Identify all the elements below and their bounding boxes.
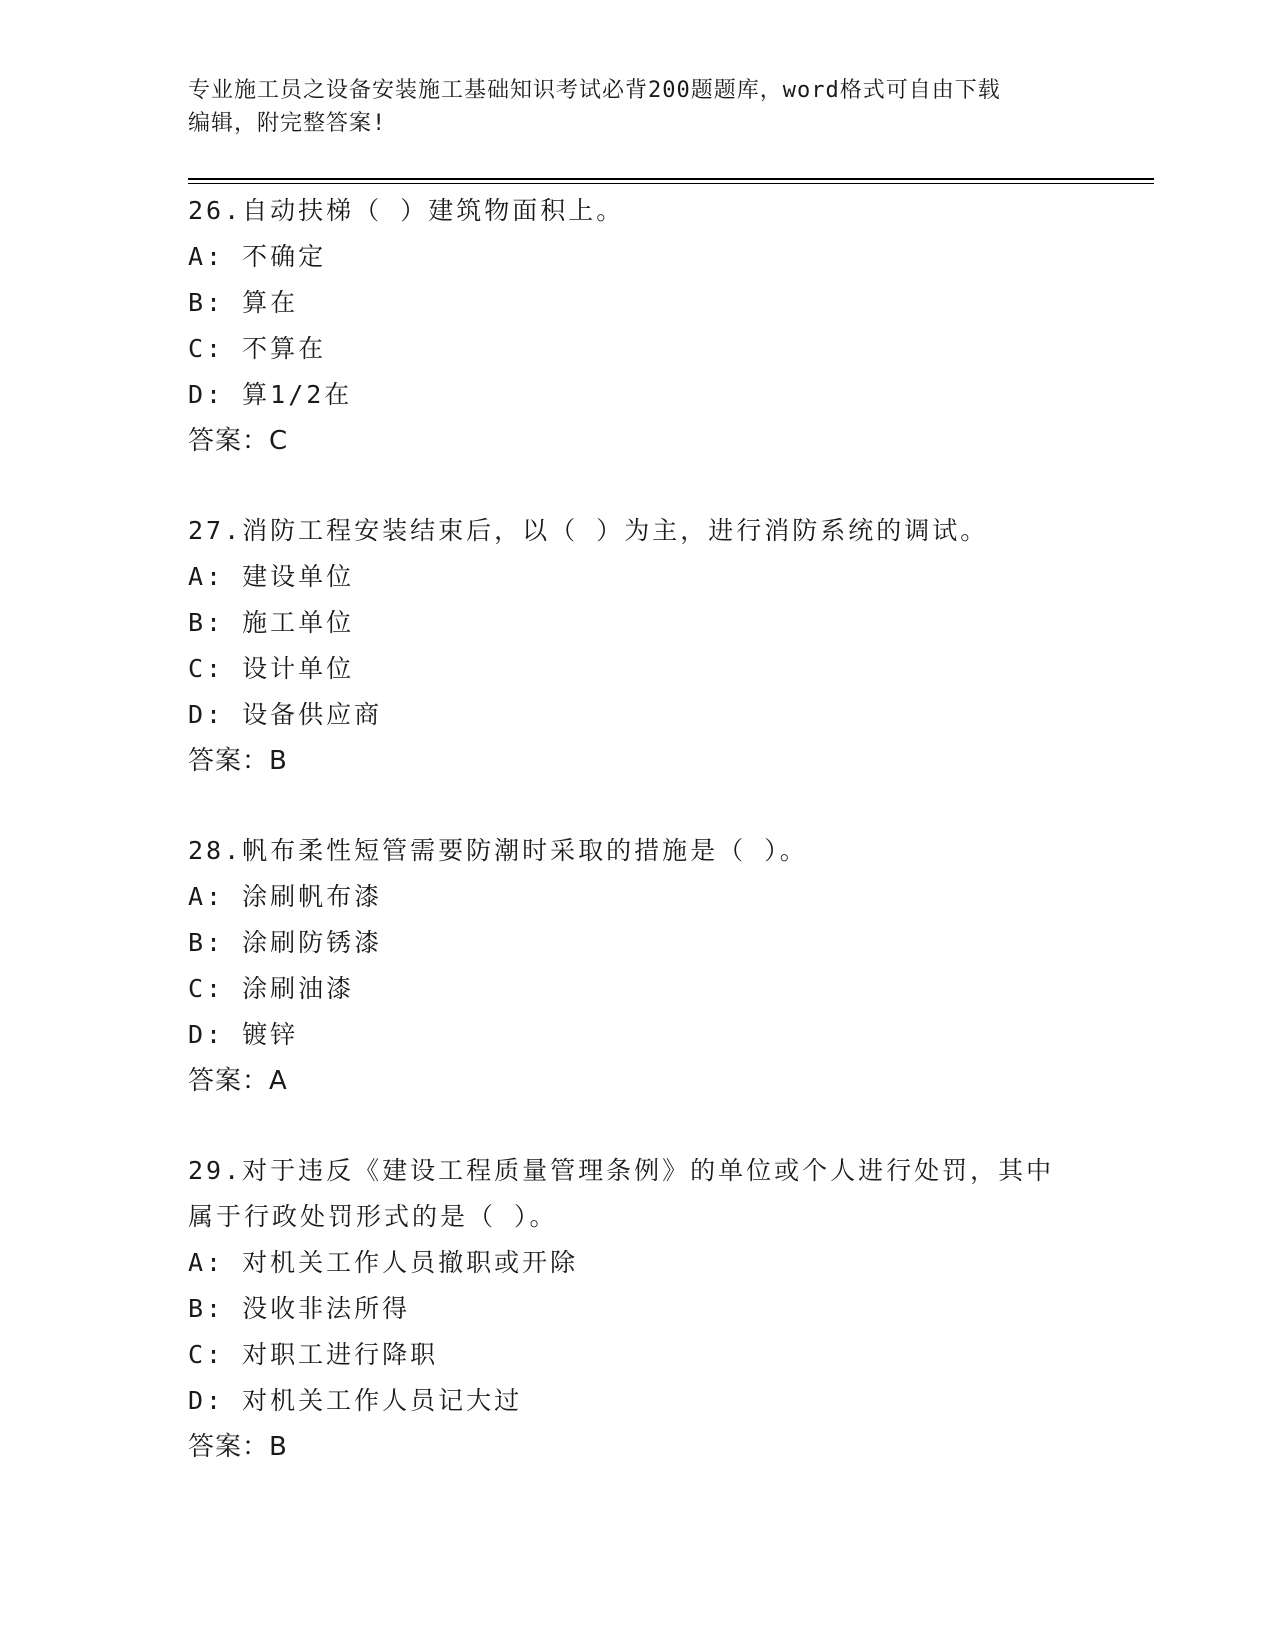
- answer: 答案：C: [188, 426, 289, 456]
- option-d: D: 镀锌: [188, 1020, 299, 1049]
- option-a: A: 涂刷帆布漆: [188, 882, 383, 911]
- option-b: B: 施工单位: [188, 608, 355, 637]
- option-a: A: 对机关工作人员撤职或开除: [188, 1248, 579, 1277]
- question-stem-line-1: 29.对于违反《建设工程质量管理条例》的单位或个人进行处罚，其中: [188, 1156, 1055, 1185]
- answer: 答案：A: [188, 1066, 288, 1096]
- question-27: [188, 508, 1128, 784]
- option-b: B: 算在: [188, 288, 299, 317]
- question-stem: 28.帆布柔性短管需要防潮时采取的措施是（ ）。: [188, 836, 808, 865]
- document-header: [188, 74, 1088, 140]
- option-c: C: 不算在: [188, 334, 327, 363]
- answer: 答案：B: [188, 1432, 288, 1462]
- option-c: C: 设计单位: [188, 654, 355, 683]
- question-stem-line-2: 属于行政处罚形式的是（ ）。: [188, 1202, 558, 1231]
- option-a: A: 不确定: [188, 242, 327, 271]
- answer: 答案：B: [188, 746, 288, 776]
- option-b: B: 涂刷防锈漆: [188, 928, 383, 957]
- question-28: [188, 828, 1128, 1104]
- option-c: C: 对职工进行降职: [188, 1340, 439, 1369]
- option-d: D: 算1/2在: [188, 380, 353, 409]
- question-26: [188, 188, 1128, 464]
- header-line-2: 编辑，附完整答案!: [188, 111, 387, 136]
- header-divider-thin: [188, 183, 1154, 184]
- question-stem: 26.自动扶梯（ ）建筑物面积上。: [188, 196, 625, 225]
- header-line-1: 专业施工员之设备安装施工基础知识考试必背200题题库，word格式可自由下载: [188, 78, 1001, 103]
- option-d: D: 设备供应商: [188, 700, 383, 729]
- option-a: A: 建设单位: [188, 562, 355, 591]
- question-stem: 27.消防工程安装结束后，以（ ）为主，进行消防系统的调试。: [188, 516, 989, 545]
- option-c: C: 涂刷油漆: [188, 974, 355, 1003]
- option-d: D: 对机关工作人员记大过: [188, 1386, 523, 1415]
- option-b: B: 没收非法所得: [188, 1294, 411, 1323]
- header-divider-thick: [188, 178, 1154, 180]
- question-29: [188, 1148, 1128, 1470]
